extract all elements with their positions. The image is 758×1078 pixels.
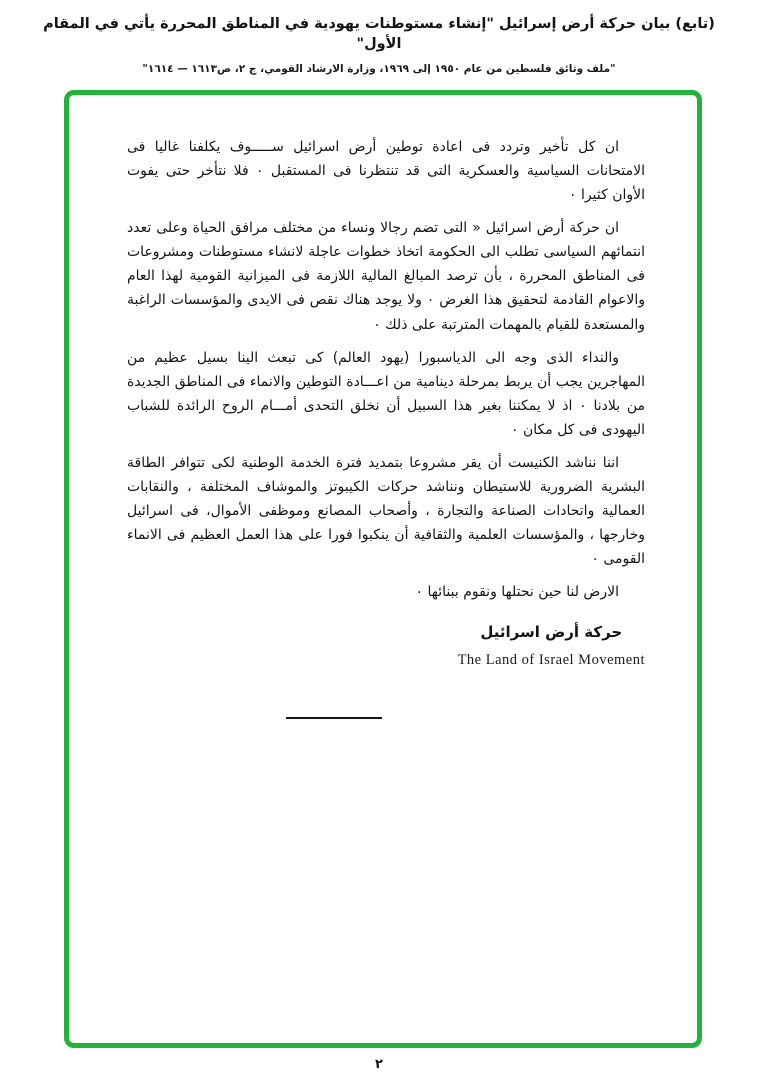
document-body (69, 95, 697, 719)
signature-english: The Land of Israel Movement (457, 652, 645, 669)
horizontal-divider (286, 717, 382, 719)
signature-arabic: حركة أرض اسرائيل (480, 623, 623, 642)
closing-line: الارض لنا حين نحتلها ونقوم ببنائها ۰ (415, 584, 619, 601)
document-source-citation: "ملف وثائق فلسطين من عام ١٩٥٠ إلى ١٩٦٩، وزارة الارشاد القومي، ج ٢، ص١٦١٣ — ١٦١٤" (142, 62, 616, 75)
paragraph: والنداء الذى وجه الى الدياسبورا (يهود العالم) كى تبعث الينا بسيل عظيم من المهاجرين يجب أن يربط بمرحلة دينامية من اعـــادة التوطين والانماء فى المناطق الجديدة من بلادنا ۰ اذ لا يمكننا بغير هذا السبيل أن نخلق التحدى أمـــام الروح الرائدة للشباب اليهودى فى كل مكان ۰ (127, 349, 646, 438)
paragraph: اننا نناشد الكنيست أن يقر مشروعا بتمديد فترة الخدمة الوطنية لكى تتوافر الطاقة البشرية الضرورية للاستيطان ونناشد حركات الكيبوتز والموشاف المختلفة ، والنقابات العمالية واتحادات الصناعة والتجارة ، وأصحاب المصانع وموظفى الأموال، فى اسرائيل وخارجها ، والمؤسسات العلمية والثقافية أن ينكبوا فورا على هذا العمل العظيم فى الانماء القومى ۰ (127, 454, 645, 568)
page-number: ٢ (375, 1057, 383, 1072)
paragraph: ان كل تأخير وتردد فى اعادة توطين أرض اسرائيل ســـــوف يكلفنا غاليا فى الامتحانات السياسية والعسكرية التى قد تنتظرنا فى المستقبل ۰ فلا نتأخر حتى يفوت الأوان كثيرا ۰ (127, 139, 645, 204)
document-frame (64, 90, 702, 1048)
signature-block (458, 620, 645, 673)
paragraph: ان حركة أرض اسرائيل « التى تضم رجالا ونساء من مختلف مرافق الحياة وعلى تعدد انتمائهم السياسى تطلب الى الحكومة اتخاذ خطوات عاجلة لانشاء مستوطنات ومشروعات فى المناطق المحررة ، بأن ترصد المبالغ المالية اللازمة فى الميزانية القومية لهذا العام والاعوام القادمة لتحقيق هذا الغرض ۰ ولا يوجد هناك نقص فى الايدى والمؤسسات الراغبة والمستعدة للقيام بالمهمات المترتبة على ذلك ۰ (127, 220, 645, 333)
document-title: (تابع) بيان حركة أرض إسرائيل "إنشاء مستوطنات يهودية في المناطق المحررة يأتي في المقام الأول" (43, 16, 715, 53)
page-header (0, 0, 758, 75)
